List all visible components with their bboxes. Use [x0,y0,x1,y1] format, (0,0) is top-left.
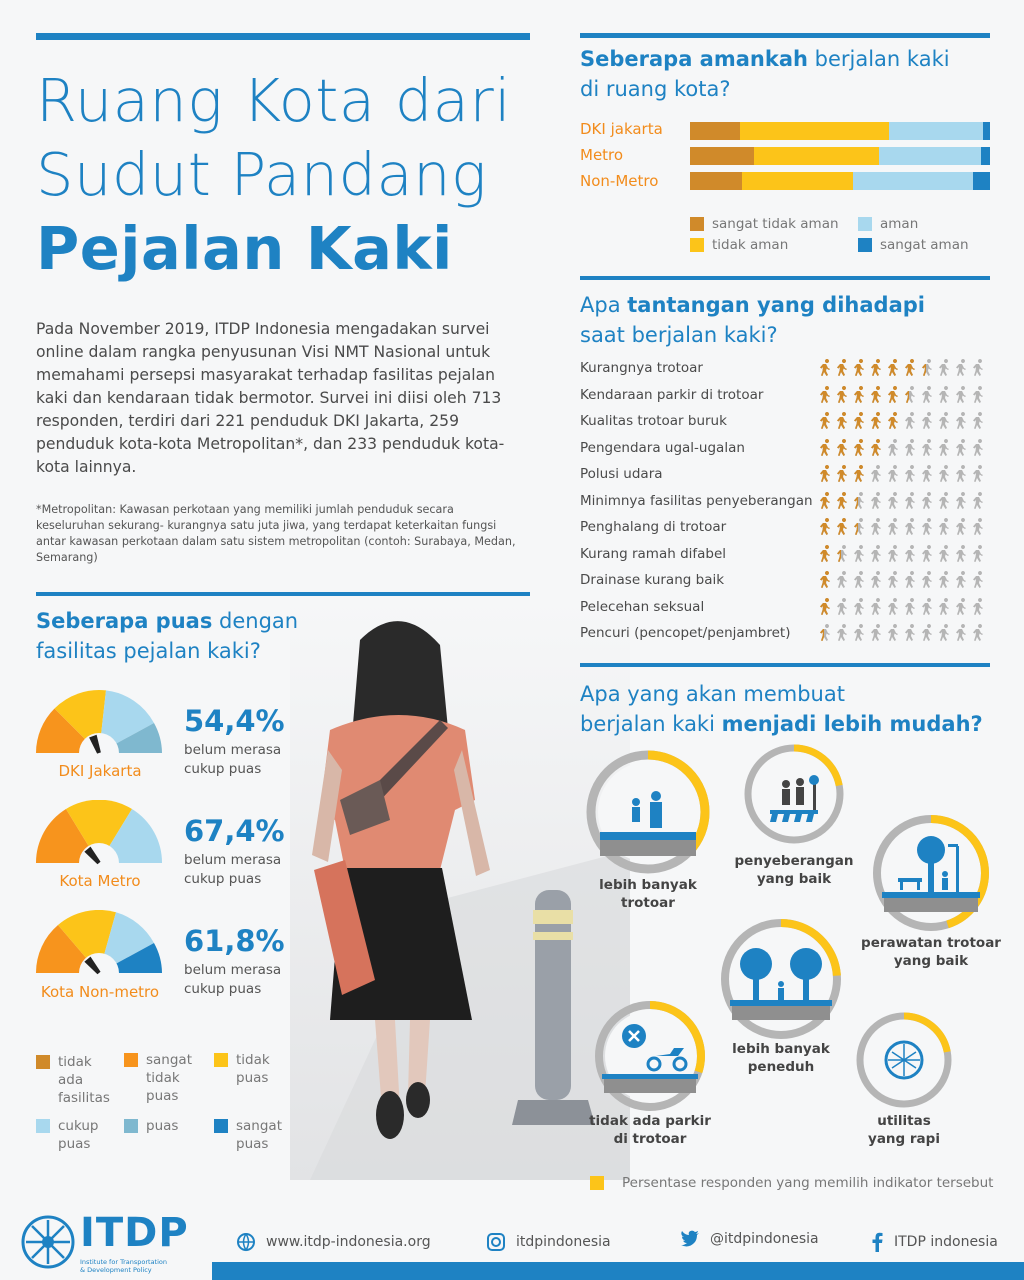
indicator-label-line: lebih banyak [599,877,697,893]
website-text[interactable]: www.itdp-indonesia.org [266,1234,431,1250]
walking-person-icon [901,624,917,642]
walking-person-icon [850,386,866,404]
instagram-text[interactable]: itdpindonesia [516,1234,611,1250]
walking-person-icon [850,624,866,642]
walking-person-icon [952,439,968,457]
indicator-note-text: Persentase responden yang memilih indikator tersebut [622,1175,994,1191]
walking-person-icon [833,386,849,404]
walking-person-icon [833,598,849,616]
legend-label: sangat puas [236,1118,282,1152]
walking-person-icon [884,571,900,589]
pedestrian-photo [290,600,630,1180]
walking-person-icon [901,518,917,536]
walking-person-icon [918,465,934,483]
segment-sangat-tidak-aman [690,172,742,190]
logo-sub-line: Institute for Transportation [80,1258,167,1266]
walking-person-icon [952,624,968,642]
walking-person-icon [901,412,917,430]
indicator-label-line: perawatan trotoar [861,935,1001,951]
challenge-people-row [816,518,985,536]
itdp-logo-subtitle [80,1258,190,1274]
segment-sangat-aman [981,147,990,165]
itdp-logo-text: ITDP [80,1210,189,1256]
satisfaction-heading-line2: fasilitas pejalan kaki? [36,639,261,663]
section-rule [580,663,990,667]
walking-person-icon [918,545,934,563]
safety-legend-sangat-tidak-aman [690,215,839,233]
facebook-link[interactable] [870,1232,998,1252]
challenge-label: Kualitas trotoar buruk [580,413,727,429]
walking-person-icon [816,359,832,377]
indicator-label-penyeberangan [722,852,866,888]
walking-person-icon [969,412,985,430]
indicator-label-line: penyeberangan [734,853,854,869]
walking-person-icon [833,359,849,377]
website-link[interactable] [236,1232,431,1252]
gauge-sub-nonmetro [184,961,294,999]
walking-person-icon [969,518,985,536]
walking-person-icon [884,518,900,536]
walking-person-icon [952,386,968,404]
walking-person-icon [884,624,900,642]
segment-sangat-tidak-aman [690,147,754,165]
segment-tidak-aman [742,172,853,190]
walking-person-icon [969,545,985,563]
walking-person-icon [952,598,968,616]
indicator-label-line: tidak ada parkir [589,1113,711,1129]
safety-label-metro: Metro [580,146,624,164]
gauge-pct-nonmetro: 61,8% [184,924,285,958]
legend-label: tidak puas [236,1052,270,1086]
walking-person-icon [850,598,866,616]
section-rule [580,276,990,280]
legend-swatch [214,1119,228,1133]
indicator-circle-parkir [594,1000,706,1112]
walking-person-icon [833,412,849,430]
challenge-label: Drainase kurang baik [580,572,725,588]
walking-person-icon [816,492,832,510]
walking-person-icon [816,412,832,430]
walking-person-icon [816,545,832,563]
walking-person-icon [833,465,849,483]
legend-swatch [36,1055,50,1069]
challenge-label: Polusi udara [580,466,663,482]
challenges-heading-rest: Apa [580,293,628,317]
walking-person-icon [884,359,900,377]
improvements-heading-line2b: menjadi lebih mudah? [721,712,983,736]
indicator-label-peneduh [710,1040,852,1076]
challenge-label: Penghalang di trotoar [580,519,727,535]
walking-person-icon [969,439,985,457]
walking-person-icon [918,598,934,616]
legend-swatch [124,1053,138,1067]
walking-person-icon [952,518,968,536]
satisfaction-heading-bold: Seberapa puas [36,609,213,633]
walking-person-icon [833,439,849,457]
walking-person-icon [935,412,951,430]
walking-person-icon [867,545,883,563]
walking-person-icon [969,465,985,483]
gauge-sub-metro [184,851,294,889]
walking-person-icon [884,412,900,430]
walking-person-icon [901,465,917,483]
indicator-label-perawatan [858,934,1004,970]
walking-person-icon [867,492,883,510]
legend-tidak-puas [214,1051,294,1087]
walking-person-icon [833,624,849,642]
walking-person-icon [850,412,866,430]
indicator-label-line: trotoar [621,895,675,911]
indicator-label-utilitas [842,1112,966,1148]
segment-aman [853,172,972,190]
walking-person-icon [867,571,883,589]
walking-person-icon [901,545,917,563]
walking-person-icon [884,439,900,457]
gauge-kota-non-metro [36,910,162,976]
walking-person-icon [969,598,985,616]
walking-person-icon [901,571,917,589]
walking-person-icon [918,412,934,430]
legend-label: cukup puas [58,1118,99,1152]
challenge-label: Kendaraan parkir di trotoar [580,386,764,403]
walking-person-icon [935,545,951,563]
walking-person-icon [850,465,866,483]
twitter-icon [680,1230,700,1248]
walking-person-icon [952,412,968,430]
walking-person-icon [935,571,951,589]
walking-person-icon [952,465,968,483]
walking-person-icon [884,545,900,563]
walking-person-icon [918,571,934,589]
walking-person-icon [884,386,900,404]
section-rule [36,592,530,596]
legend-label: puas [146,1118,179,1134]
legend-sangat-tidak-puas [124,1051,204,1105]
logo-sub-line: & Development Policy [80,1266,152,1274]
walking-person-icon [816,571,832,589]
walking-person-icon [918,359,934,377]
walking-person-icon [850,492,866,510]
safety-bar-dki [690,122,990,140]
gauge-sub2-dki: cukup puas [184,761,262,777]
walking-person-icon [935,492,951,510]
walking-person-icon [969,386,985,404]
safety-bar-metro [690,147,990,165]
instagram-link[interactable] [486,1232,611,1252]
safety-heading-rest: berjalan kaki [807,47,950,71]
challenge-label: Pencuri (pencopet/penjambret) [580,625,791,641]
challenge-people-row [816,492,985,510]
legend-swatch [690,217,704,231]
segment-sangat-aman [983,122,990,140]
twitter-link[interactable] [680,1230,819,1248]
challenges-heading [580,290,925,350]
indicator-label-trotoar [590,876,706,912]
top-rule-left [36,33,530,40]
challenge-people-row [816,465,985,483]
safety-label-nonmetro: Non-Metro [580,172,659,190]
walking-person-icon [935,439,951,457]
walking-person-icon [918,624,934,642]
challenge-label: Kurang ramah difabel [580,545,727,562]
top-rule-right [580,33,990,38]
walking-person-icon [867,386,883,404]
challenge-label: Kurangnya trotoar [580,360,703,376]
challenge-label: Minimnya fasilitas penyeberangan [580,492,813,509]
twitter-text[interactable]: @itdpindonesia [710,1231,819,1247]
intro-text: Pada November 2019, ITDP Indonesia mengadakan survei online dalam rangka penyusunan Visi NMT Nasional untuk memahami persepsi masyarakat terhadap fasilitas pejalan kaki dan kendaraan tidak bermotor. Survei ini diisi oleh 713 responden, terdiri dari 221 penduduk DKI Jakarta, 259 penduduk kota-kota Metropolitan*, dan 233 penduduk kota-kota lainnya. [36,320,505,476]
gauge-label-dki: DKI Jakarta [58,762,142,780]
gauge-pct-metro: 67,4% [184,814,285,848]
walking-person-icon [833,518,849,536]
walking-person-icon [935,359,951,377]
walking-person-icon [901,492,917,510]
legend-puas [124,1117,204,1135]
legend-label: sangat tidak puas [146,1052,192,1104]
walking-person-icon [969,624,985,642]
legend-swatch [858,217,872,231]
title-line-2: Sudut Pandang [36,140,487,209]
challenge-people-row [816,439,985,457]
indicator-label-line: yang baik [756,871,832,887]
walking-person-icon [833,571,849,589]
challenge-people-row [816,571,985,589]
walking-person-icon [833,492,849,510]
walking-person-icon [935,598,951,616]
walking-person-icon [884,465,900,483]
indicator-circle-penyeberangan [744,744,844,844]
walking-person-icon [935,624,951,642]
instagram-icon [486,1232,506,1252]
gauge-sub1-nonmetro: belum merasa [184,962,282,978]
challenge-people-row [816,598,985,616]
walking-person-icon [918,492,934,510]
gauge-dki-jakarta [36,690,162,756]
walking-person-icon [867,412,883,430]
indicator-circle-perawatan [872,814,990,932]
itdp-logo-icon [20,1214,76,1270]
walking-person-icon [901,359,917,377]
legend-swatch [124,1119,138,1133]
safety-bar-nonmetro [690,172,990,190]
walking-person-icon [952,492,968,510]
indicator-circle-peneduh [720,918,842,1040]
improvements-heading-rest: Apa yang akan membuat [580,682,845,706]
walking-person-icon [935,518,951,536]
walking-person-icon [952,359,968,377]
walking-person-icon [969,492,985,510]
challenge-people-row [816,386,985,404]
footer-bar [212,1262,1024,1280]
legend-cukup-puas [36,1117,116,1153]
gauge-label-nonmetro: Kota Non-metro [40,983,160,1001]
indicator-label-line: utilitas [877,1113,931,1129]
legend-label: tidak ada fasilitas [58,1054,110,1106]
walking-person-icon [867,465,883,483]
challenge-people-row [816,624,985,642]
footnote: *Metropolitan: Kawasan perkotaan yang memiliki jumlah penduduk secara keseluruhan sekurang- kurangnya satu juta jiwa, yang terdapat keterkaitan fungsi antar kawasan perkotaan dalam satu sistem metropolitan (contoh: Surabaya, Medan, Semarang) [36,503,516,564]
walking-person-icon [816,439,832,457]
walking-person-icon [935,386,951,404]
segment-sangat-aman [973,172,990,190]
walking-person-icon [850,571,866,589]
challenge-people-row [816,412,985,430]
safety-heading-line2: di ruang kota? [580,77,731,101]
gauge-sub1-metro: belum merasa [184,852,282,868]
walking-person-icon [816,518,832,536]
gauge-label-metro: Kota Metro [59,872,141,890]
legend-swatch [590,1176,604,1190]
globe-icon [236,1232,256,1252]
facebook-text[interactable]: ITDP indonesia [894,1234,998,1250]
walking-person-icon [833,545,849,563]
gauge-sub2-nonmetro: cukup puas [184,981,262,997]
walking-person-icon [969,359,985,377]
safety-heading-bold: Seberapa amankah [580,47,808,71]
walking-person-icon [850,518,866,536]
segment-aman [889,122,983,140]
walking-person-icon [918,518,934,536]
improvements-heading [580,679,983,739]
gauge-sub-dki [184,741,294,779]
walking-person-icon [867,624,883,642]
safety-legend-sangat-aman [858,236,969,254]
walking-person-icon [969,571,985,589]
indicator-circle-utilitas [856,1012,952,1108]
walking-person-icon [952,571,968,589]
walking-person-icon [867,598,883,616]
indicator-label-line: yang baik [893,953,969,969]
gauge-sub1-dki: belum merasa [184,742,282,758]
walking-person-icon [901,598,917,616]
walking-person-icon [884,598,900,616]
segment-sangat-tidak-aman [690,122,740,140]
indicator-label-line: yang rapi [868,1131,940,1147]
legend-label: tidak aman [712,237,789,253]
title-line-3: Pejalan Kaki [36,214,453,283]
legend-swatch [214,1053,228,1067]
walking-person-icon [850,359,866,377]
legend-label: aman [880,216,919,232]
indicator-label-parkir [582,1112,718,1148]
walking-person-icon [816,598,832,616]
safety-legend-aman [858,215,918,233]
page-title [36,64,511,286]
challenge-people-row [816,359,985,377]
walking-person-icon [867,439,883,457]
legend-swatch [690,238,704,252]
challenge-label: Pengendara ugal-ugalan [580,439,745,456]
legend-tidak-ada-fasilitas [36,1053,116,1107]
indicator-label-line: lebih banyak [732,1041,830,1057]
legend-label: sangat aman [880,237,969,253]
walking-person-icon [816,386,832,404]
challenges-heading-line2: saat berjalan kaki? [580,323,778,347]
walking-person-icon [816,465,832,483]
legend-swatch [858,238,872,252]
legend-sangat-puas [214,1117,294,1153]
segment-tidak-aman [754,147,879,165]
safety-label-dki: DKI jakarta [580,120,663,138]
walking-person-icon [850,545,866,563]
challenge-people-row [816,545,985,563]
walking-person-icon [918,386,934,404]
safety-legend-tidak-aman [690,236,788,254]
safety-heading [580,44,950,104]
challenges-heading-bold: tantangan yang dihadapi [627,293,925,317]
gauge-pct-dki: 54,4% [184,704,285,738]
indicator-label-line: peneduh [747,1059,815,1075]
segment-tidak-aman [740,122,889,140]
legend-swatch [36,1119,50,1133]
walking-person-icon [867,359,883,377]
facebook-icon [870,1232,884,1252]
segment-aman [879,147,981,165]
walking-person-icon [901,439,917,457]
title-line-1: Ruang Kota dari [36,66,512,135]
indicator-note [590,1174,993,1192]
walking-person-icon [884,492,900,510]
walking-person-icon [816,624,832,642]
challenge-label: Pelecehan seksual [580,598,705,615]
legend-label: sangat tidak aman [712,216,839,232]
walking-person-icon [901,386,917,404]
walking-person-icon [935,465,951,483]
walking-person-icon [952,545,968,563]
improvements-heading-line2a: berjalan kaki [580,712,722,736]
indicator-label-line: di trotoar [613,1131,687,1147]
satisfaction-heading-rest: dengan [212,609,299,633]
satisfaction-heading [36,606,298,666]
indicator-circle-trotoar [586,750,710,874]
walking-person-icon [850,439,866,457]
gauge-kota-metro [36,800,162,866]
gauge-sub2-metro: cukup puas [184,871,262,887]
walking-person-icon [867,518,883,536]
walking-person-icon [918,439,934,457]
